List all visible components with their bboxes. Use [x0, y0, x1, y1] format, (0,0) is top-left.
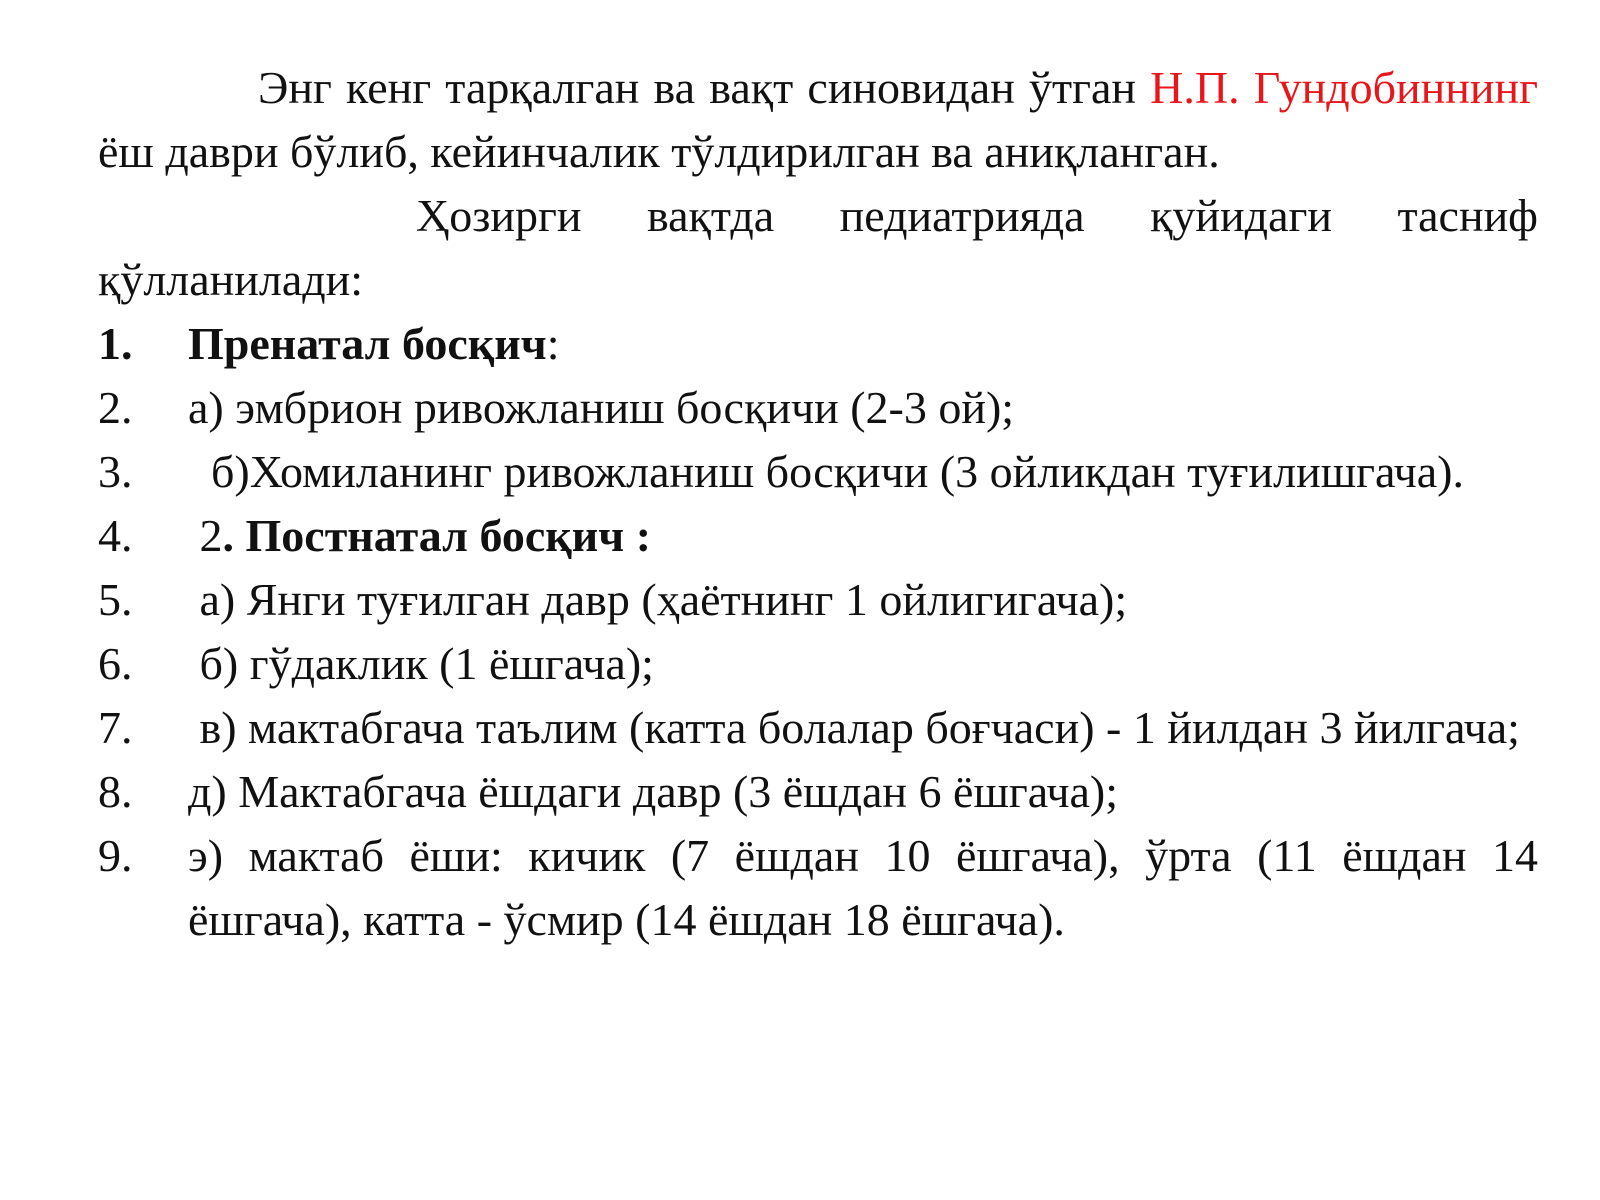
- list-text: э) мактаб ёши: кичик (7 ёшдан 10 ёшгача), ўрта (11 ёшдан 14 ёшгача), катта - ўсмир (14 ёшдан 18 ёшгача).: [188, 830, 1538, 945]
- intro-text-start: Энг кенг тарқалган ва вақт синовидан ўтган: [258, 62, 1151, 113]
- list-number: 8.: [98, 766, 133, 817]
- list-text: а) Янги туғилган давр (ҳаётнинг 1 ойлигигача);: [188, 574, 1128, 625]
- author-name: Н.П. Гундобиннинг: [1150, 62, 1538, 113]
- intro-text-end: ёш даври бўлиб, кейинчалик тўлдирилган ва аниқланган.: [98, 126, 1220, 177]
- list-item: [98, 696, 1538, 760]
- slide-body: [98, 56, 1538, 952]
- prenatal-colon: :: [546, 318, 560, 369]
- list-item: [98, 504, 1538, 568]
- list-text: в) мактабгача таълим (катта болалар боғчаси) - 1 йилдан 3 йилгача;: [188, 702, 1520, 753]
- postnatal-heading: . Постнатал босқич :: [222, 510, 652, 561]
- list-item: [98, 440, 1538, 504]
- intro-paragraph: [98, 56, 1538, 184]
- list-text: б)Хомиланинг ривожланиш босқичи (3 ойликдан туғилишгача).: [188, 446, 1464, 497]
- list-number: 6.: [98, 638, 133, 689]
- list-text: [188, 504, 1538, 568]
- stage-list: [98, 312, 1538, 952]
- list-item: [98, 376, 1538, 440]
- postnatal-number: 2: [188, 510, 223, 561]
- prenatal-heading: Пренатал босқич: [188, 318, 547, 369]
- classification-intro: Ҳозирги вақтда педиатрияда қуйидаги тасниф қўлланилади:: [98, 190, 1538, 305]
- list-item: [98, 824, 1538, 952]
- list-number: 2.: [98, 382, 133, 433]
- list-number: 3.: [98, 446, 133, 497]
- list-item: [98, 760, 1538, 824]
- list-number: 1.: [98, 318, 133, 369]
- list-number: 4.: [98, 510, 133, 561]
- list-text: д) Мактабгача ёшдаги давр (3 ёшдан 6 ёшгача);: [188, 766, 1118, 817]
- list-number: 7.: [98, 702, 133, 753]
- list-text: б) гўдаклик (1 ёшгача);: [188, 638, 654, 689]
- list-item: [98, 312, 1538, 376]
- list-item: [98, 568, 1538, 632]
- list-text: [188, 312, 1538, 376]
- list-text: а) эмбрион ривожланиш босқичи (2-3 ой);: [188, 382, 1015, 433]
- list-number: 5.: [98, 574, 133, 625]
- list-number: 9.: [98, 830, 133, 881]
- list-item: [98, 632, 1538, 696]
